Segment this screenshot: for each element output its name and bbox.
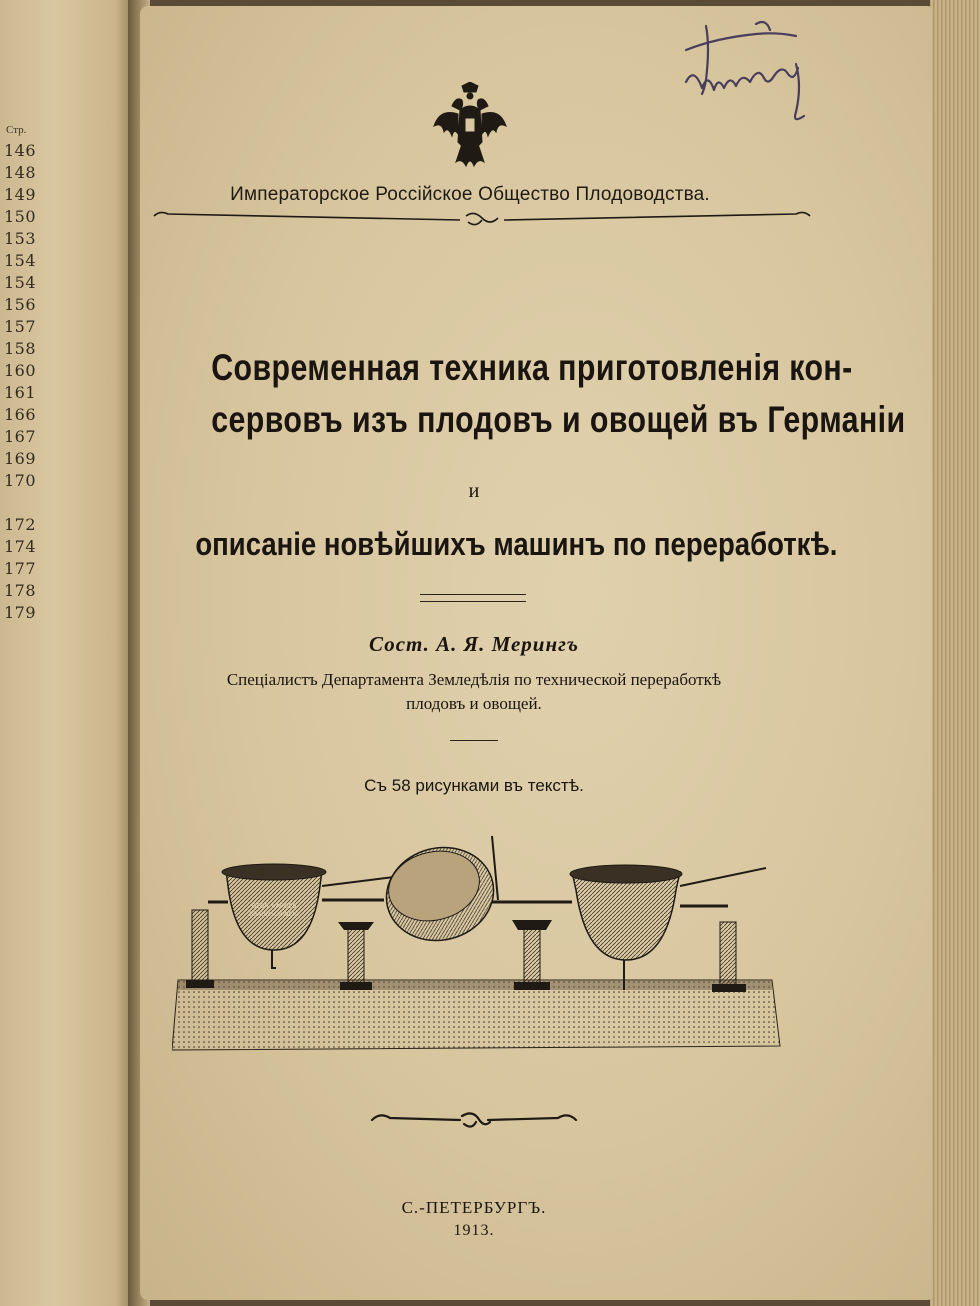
title-conjunction: и xyxy=(468,480,480,502)
toc-page-number: 149 xyxy=(4,185,37,204)
toc-page-number: 170 xyxy=(4,471,37,490)
double-rule-divider xyxy=(420,594,526,602)
toc-page-number: 153 xyxy=(4,229,37,248)
author-role-line-1: Спеціалистъ Департамента Земледѣлія по технической переработкѣ xyxy=(226,670,722,689)
title-line-1: Современная техника приготовленія кон- xyxy=(211,347,853,388)
svg-text:GEBR. KARGES: GEBR. KARGES xyxy=(251,903,297,910)
footer-ornament xyxy=(368,1108,580,1132)
toc-page-number: 177 xyxy=(4,559,37,578)
book-title xyxy=(211,342,906,446)
author-role-line-2: плодовъ и овощей. xyxy=(406,694,542,713)
author-role xyxy=(150,668,798,716)
short-rule-divider xyxy=(450,740,498,741)
left-page xyxy=(0,0,136,1306)
toc-page-number: 154 xyxy=(4,251,37,270)
toc-page-number: 156 xyxy=(4,295,37,314)
toc-gap xyxy=(4,492,36,514)
header-rule-ornament xyxy=(150,206,814,232)
toc-page-number: 161 xyxy=(4,383,37,402)
title-line-2: сервовъ изъ плодовъ и овощей въ Германіи xyxy=(211,399,906,440)
svg-text:BRAUNSCHWEIG: BRAUNSCHWEIG xyxy=(249,911,299,918)
publication-year: 1913. xyxy=(453,1222,495,1239)
author-name: Сост. А. Я. Мерингъ xyxy=(369,632,579,656)
toc-header: Стр. xyxy=(6,124,27,136)
publication-city: С.-ПЕТЕРБУРГЪ. xyxy=(401,1198,547,1217)
toc-page-numbers xyxy=(4,140,36,624)
handwritten-signature xyxy=(646,16,826,136)
toc-page-number: 154 xyxy=(4,273,37,292)
double-headed-eagle-icon xyxy=(432,82,508,174)
toc-page-number: 148 xyxy=(4,163,37,182)
toc-page-number: 174 xyxy=(4,537,37,556)
toc-page-number: 178 xyxy=(4,581,37,600)
kettles-illustration xyxy=(172,830,784,1062)
toc-page-number: 150 xyxy=(4,207,37,226)
book-subtitle: описаніе новѣйшихъ машинъ по переработкѣ. xyxy=(195,526,838,562)
toc-page-number: 157 xyxy=(4,317,37,336)
society-name: Императорское Россійское Общество Плодоводства. xyxy=(230,184,710,205)
toc-page-number: 179 xyxy=(4,603,37,622)
toc-page-number: 166 xyxy=(4,405,37,424)
page-edges xyxy=(930,0,980,1306)
figures-note: Съ 58 рисунками въ текстѣ. xyxy=(364,776,584,795)
toc-page-number: 167 xyxy=(4,427,37,446)
toc-page-number: 146 xyxy=(4,141,37,160)
toc-page-number: 158 xyxy=(4,339,37,358)
toc-page-number: 160 xyxy=(4,361,37,380)
toc-page-number: 172 xyxy=(4,515,37,534)
toc-page-number: 169 xyxy=(4,449,37,468)
